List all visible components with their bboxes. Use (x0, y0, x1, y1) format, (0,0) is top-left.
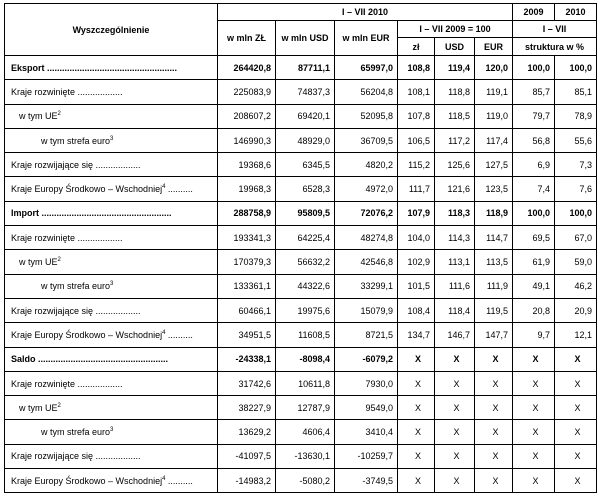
cell-value: 20,8 (513, 298, 555, 322)
row-label: Kraje rozwijające się .................. (5, 444, 218, 468)
table-row (5, 250, 597, 274)
cell-value: 117,2 (435, 128, 475, 152)
cell-value: 118,8 (435, 80, 475, 104)
row-label: Kraje Europy Środkowo – Wschodniej$^4$ .......... (5, 469, 218, 493)
cell-value: -8098,4 (276, 347, 335, 371)
row-label: Kraje rozwinięte .................. (5, 371, 218, 395)
table-row (5, 56, 597, 80)
cell-value: 118,5 (435, 104, 475, 128)
cell-value: 119,0 (475, 104, 513, 128)
cell-value: 111,7 (398, 177, 435, 201)
cell-value: X (475, 396, 513, 420)
cell-value: 100,0 (555, 56, 597, 80)
cell-value: X (475, 347, 513, 371)
cell-value: 20,9 (555, 298, 597, 322)
cell-value: X (435, 420, 475, 444)
cell-value: 13629,2 (218, 420, 276, 444)
table-row (5, 153, 597, 177)
table-row (5, 226, 597, 250)
row-label: Saldo .................................................... (5, 347, 218, 371)
cell-value: 127,5 (475, 153, 513, 177)
cell-value: X (555, 396, 597, 420)
row-label: Eksport .................................................... (5, 56, 218, 80)
cell-value: 67,0 (555, 226, 597, 250)
cell-value: X (555, 469, 597, 493)
header-pln: w mln ZŁ (218, 21, 276, 56)
trade-table (4, 3, 597, 493)
cell-value: 15079,9 (335, 298, 398, 322)
cell-value: 121,6 (435, 177, 475, 201)
cell-value: 288758,9 (218, 201, 276, 225)
cell-value: X (398, 420, 435, 444)
cell-value: 118,9 (475, 201, 513, 225)
cell-value: 120,0 (475, 56, 513, 80)
header-usd-short: USD (435, 38, 475, 56)
table-row (5, 177, 597, 201)
row-label: Kraje rozwinięte .................. (5, 80, 218, 104)
cell-value: -3749,5 (335, 469, 398, 493)
header-usd: w mln USD (276, 21, 335, 56)
cell-value: 85,7 (513, 80, 555, 104)
cell-value: 102,9 (398, 250, 435, 274)
cell-value: 52095,8 (335, 104, 398, 128)
cell-value: -10259,7 (335, 444, 398, 468)
cell-value: 79,7 (513, 104, 555, 128)
cell-value: 106,5 (398, 128, 435, 152)
cell-value: 11608,5 (276, 323, 335, 347)
row-label: Kraje rozwijające się .................. (5, 153, 218, 177)
cell-value: X (435, 469, 475, 493)
cell-value: 113,5 (475, 250, 513, 274)
cell-value: 49,1 (513, 274, 555, 298)
row-label: Kraje rozwijające się .................. (5, 298, 218, 322)
cell-value: X (513, 444, 555, 468)
row-label: Kraje Europy Środkowo – Wschodniej$^4$ .......... (5, 323, 218, 347)
cell-value: 87711,1 (276, 56, 335, 80)
cell-value: 12787,9 (276, 396, 335, 420)
cell-value: X (398, 396, 435, 420)
cell-value: X (513, 420, 555, 444)
cell-value: X (513, 396, 555, 420)
row-label: w tym $UE^2$ (5, 250, 218, 274)
cell-value: 225083,9 (218, 80, 276, 104)
table-row (5, 469, 597, 493)
cell-value: 114,7 (475, 226, 513, 250)
cell-value: 72076,2 (335, 201, 398, 225)
cell-value: 193341,3 (218, 226, 276, 250)
cell-value: 64225,4 (276, 226, 335, 250)
cell-value: X (398, 444, 435, 468)
cell-value: 146,7 (435, 323, 475, 347)
table-row (5, 444, 597, 468)
cell-value: 6,9 (513, 153, 555, 177)
table-row (5, 347, 597, 371)
cell-value: X (513, 347, 555, 371)
table-row (5, 80, 597, 104)
cell-value: -5080,2 (276, 469, 335, 493)
header-2009: 2009 (513, 4, 555, 21)
cell-value: 264420,8 (218, 56, 276, 80)
cell-value: 111,6 (435, 274, 475, 298)
header-2010: 2010 (555, 4, 597, 21)
cell-value: X (398, 347, 435, 371)
header-period: I – VII 2010 (218, 4, 513, 21)
cell-value: X (555, 347, 597, 371)
cell-value: 9,7 (513, 323, 555, 347)
cell-value: X (555, 420, 597, 444)
cell-value: 107,8 (398, 104, 435, 128)
cell-value: X (435, 396, 475, 420)
cell-value: 8721,5 (335, 323, 398, 347)
cell-value: X (435, 347, 475, 371)
cell-value: 48929,0 (276, 128, 335, 152)
cell-value: 12,1 (555, 323, 597, 347)
cell-value: 118,3 (435, 201, 475, 225)
cell-value: X (513, 469, 555, 493)
cell-value: 6528,3 (276, 177, 335, 201)
cell-value: X (513, 371, 555, 395)
table-row (5, 104, 597, 128)
row-label: w tym strefa euro$^3$ (5, 128, 218, 152)
cell-value: X (398, 469, 435, 493)
row-label: w tym strefa euro$^3$ (5, 420, 218, 444)
cell-value: X (555, 371, 597, 395)
cell-value: X (475, 444, 513, 468)
cell-value: X (398, 371, 435, 395)
cell-value: 108,8 (398, 56, 435, 80)
cell-value: 108,1 (398, 80, 435, 104)
cell-value: 100,0 (513, 201, 555, 225)
cell-value: 33299,1 (335, 274, 398, 298)
cell-value: 7,4 (513, 177, 555, 201)
cell-value: 134,7 (398, 323, 435, 347)
table-row (5, 323, 597, 347)
cell-value: 34951,5 (218, 323, 276, 347)
cell-value: X (435, 444, 475, 468)
table-row (5, 274, 597, 298)
cell-value: 10611,8 (276, 371, 335, 395)
row-label: w tym $UE^2$ (5, 104, 218, 128)
cell-value: 4972,0 (335, 177, 398, 201)
cell-value: 69420,1 (276, 104, 335, 128)
cell-value: -6079,2 (335, 347, 398, 371)
cell-value: 61,9 (513, 250, 555, 274)
cell-value: 78,9 (555, 104, 597, 128)
row-label: w tym strefa euro$^3$ (5, 274, 218, 298)
cell-value: 19968,3 (218, 177, 276, 201)
cell-value: -14983,2 (218, 469, 276, 493)
cell-value: 19368,6 (218, 153, 276, 177)
cell-value: 114,3 (435, 226, 475, 250)
cell-value: 44322,6 (276, 274, 335, 298)
cell-value: 4820,2 (335, 153, 398, 177)
cell-value: 46,2 (555, 274, 597, 298)
cell-value: 125,6 (435, 153, 475, 177)
cell-value: 42546,8 (335, 250, 398, 274)
cell-value: 6345,5 (276, 153, 335, 177)
cell-value: 7,3 (555, 153, 597, 177)
cell-value: 119,1 (475, 80, 513, 104)
header-structure: struktura w % (513, 38, 597, 56)
header-label: Wyszczególnienie (5, 4, 218, 56)
cell-value: 115,2 (398, 153, 435, 177)
table-row (5, 371, 597, 395)
cell-value: 59,0 (555, 250, 597, 274)
row-label: Kraje rozwinięte .................. (5, 226, 218, 250)
cell-value: 56632,2 (276, 250, 335, 274)
cell-value: 133361,1 (218, 274, 276, 298)
cell-value: 48274,8 (335, 226, 398, 250)
cell-value: 7,6 (555, 177, 597, 201)
cell-value: 147,7 (475, 323, 513, 347)
table-row (5, 298, 597, 322)
table-row (5, 420, 597, 444)
cell-value: X (475, 469, 513, 493)
row-label: Import .................................................... (5, 201, 218, 225)
row-label: Kraje Europy Środkowo – Wschodniej$^4$ .......... (5, 177, 218, 201)
cell-value: 60466,1 (218, 298, 276, 322)
table-row (5, 396, 597, 420)
cell-value: 117,4 (475, 128, 513, 152)
cell-value: 19975,6 (276, 298, 335, 322)
cell-value: 118,4 (435, 298, 475, 322)
cell-value: 65997,0 (335, 56, 398, 80)
header-eur: w mln EUR (335, 21, 398, 56)
cell-value: 113,1 (435, 250, 475, 274)
cell-value: 4606,4 (276, 420, 335, 444)
cell-value: 36709,5 (335, 128, 398, 152)
cell-value: 119,4 (435, 56, 475, 80)
cell-value: 104,0 (398, 226, 435, 250)
cell-value: 208607,2 (218, 104, 276, 128)
cell-value: 123,5 (475, 177, 513, 201)
cell-value: 69,5 (513, 226, 555, 250)
cell-value: 38227,9 (218, 396, 276, 420)
cell-value: 3410,4 (335, 420, 398, 444)
table-row (5, 201, 597, 225)
cell-value: X (475, 420, 513, 444)
cell-value: 56,8 (513, 128, 555, 152)
header-sub-period: I – VII 2009 = 100 (398, 21, 513, 38)
cell-value: 111,9 (475, 274, 513, 298)
table-row (5, 128, 597, 152)
cell-value: 9549,0 (335, 396, 398, 420)
cell-value: 119,5 (475, 298, 513, 322)
cell-value: -13630,1 (276, 444, 335, 468)
cell-value: 146990,3 (218, 128, 276, 152)
cell-value: 100,0 (513, 56, 555, 80)
cell-value: -41097,5 (218, 444, 276, 468)
header-i-vii: I – VII (513, 21, 597, 38)
cell-value: 108,4 (398, 298, 435, 322)
row-label: w tym $UE^2$ (5, 396, 218, 420)
table-body (5, 56, 597, 493)
cell-value: 7930,0 (335, 371, 398, 395)
cell-value: X (435, 371, 475, 395)
cell-value: X (555, 444, 597, 468)
cell-value: 85,1 (555, 80, 597, 104)
header-zl: zł (398, 38, 435, 56)
cell-value: 95809,5 (276, 201, 335, 225)
cell-value: 56204,8 (335, 80, 398, 104)
cell-value: X (475, 371, 513, 395)
cell-value: 170379,3 (218, 250, 276, 274)
cell-value: 55,6 (555, 128, 597, 152)
header-eur-short: EUR (475, 38, 513, 56)
cell-value: 100,0 (555, 201, 597, 225)
cell-value: 74837,3 (276, 80, 335, 104)
cell-value: -24338,1 (218, 347, 276, 371)
cell-value: 101,5 (398, 274, 435, 298)
cell-value: 31742,6 (218, 371, 276, 395)
cell-value: 107,9 (398, 201, 435, 225)
